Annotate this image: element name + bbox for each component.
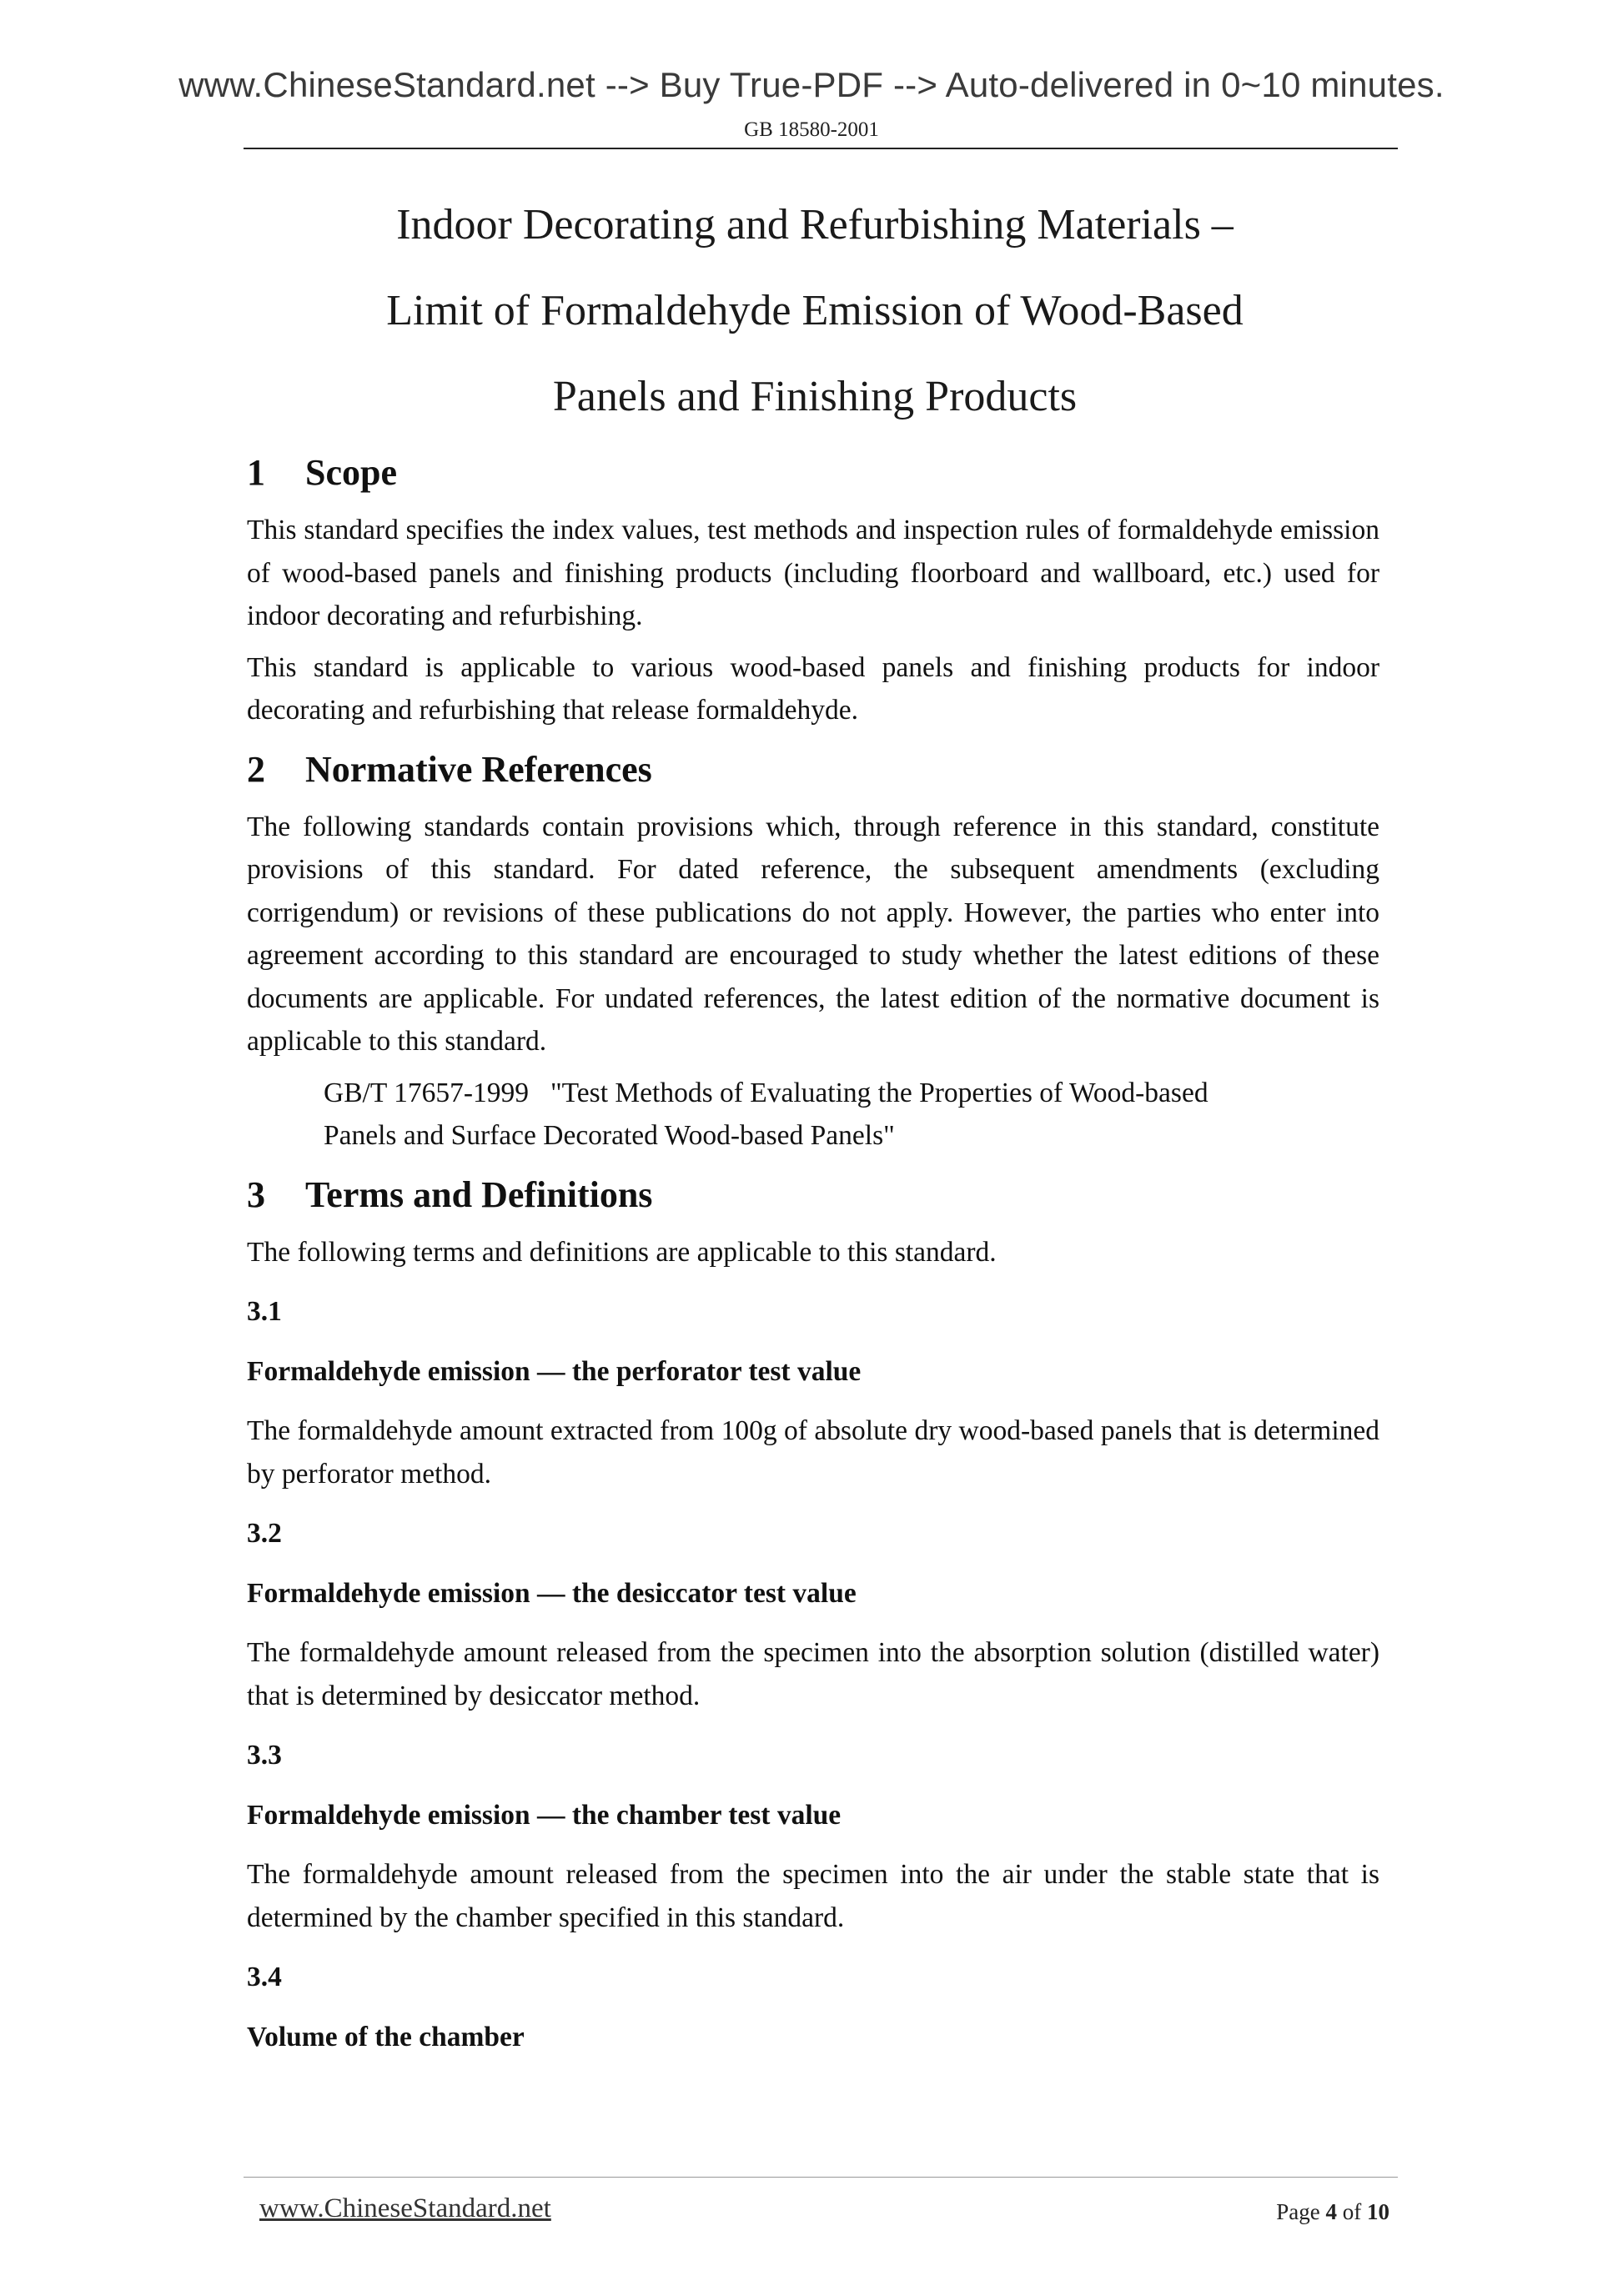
- page-label: Page: [1276, 2199, 1320, 2224]
- page-total: 10: [1367, 2199, 1389, 2224]
- scope-paragraph-2: This standard is applicable to various wood-based panels and finishing products for indoor decorating and refurbishing that release formaldehyde.: [247, 651, 1379, 726]
- term-title: Volume of the chamber: [247, 2021, 525, 2052]
- reference-title-line-2: Panels and Surface Decorated Wood-based Panels": [324, 1120, 895, 1151]
- section-number: 2: [247, 748, 265, 790]
- term-number: 3.1: [247, 1296, 282, 1327]
- title-line-3: Panels and Finishing Products: [552, 373, 1078, 420]
- standard-code: GB 18580-2001: [744, 118, 879, 141]
- page-of-label: of: [1342, 2199, 1362, 2224]
- site-banner[interactable]: www.ChineseStandard.net --> Buy True-PDF --> Auto-delivered in 0~10 minutes.: [178, 65, 1445, 104]
- term-definition: The formaldehyde amount released from the specimen into the air under the stable state that is determined by the chamber specified in this standard.: [247, 1859, 1379, 1933]
- header-divider: [244, 148, 1398, 149]
- footer-site-link[interactable]: www.ChineseStandard.net: [259, 2193, 551, 2223]
- reference-title-line-1: "Test Methods of Evaluating the Properties of Wood-based: [550, 1077, 1208, 1108]
- references-paragraph: The following standards contain provisions which, through reference in this standard, constitute provisions of this standard. For dated reference, the subsequent amendments (excluding corrigendum) or revisions of these publications do not apply. However, the parties who enter into agreement according to this standard are encouraged to study whether the latest editions of these documents are applicable. For undated references, the latest edition of the normative document is applicable to this standard.: [247, 811, 1379, 1057]
- term-number: 3.3: [247, 1740, 282, 1771]
- document-body: [247, 442, 1379, 2058]
- section-title: Scope: [305, 452, 397, 493]
- title-line-2: Limit of Formaldehyde Emission of Wood-Based: [386, 287, 1244, 334]
- footer-divider: [244, 2177, 1398, 2178]
- term-title: Formaldehyde emission — the desiccator test value: [247, 1577, 857, 1609]
- term-title: Formaldehyde emission — the perforator test value: [247, 1355, 862, 1387]
- term-definition: The formaldehyde amount extracted from 100g of absolute dry wood-based panels that is determined by perforator method.: [247, 1415, 1379, 1490]
- section-heading-scope: [247, 442, 1379, 504]
- section-title: Normative References: [305, 748, 652, 790]
- document-title: [244, 182, 1386, 440]
- title-line-1: Indoor Decorating and Refurbishing Materials –: [396, 201, 1234, 249]
- term-title: Formaldehyde emission — the chamber test value: [247, 1799, 842, 1831]
- page-current: 4: [1325, 2199, 1337, 2224]
- reference-entry: [324, 1072, 1379, 1158]
- terms-intro: The following terms and definitions are applicable to this standard.: [247, 1236, 997, 1268]
- section-heading-references: [247, 739, 1379, 801]
- term-number: 3.4: [247, 1962, 282, 1992]
- scope-paragraph-1: This standard specifies the index values, test methods and inspection rules of formaldehyde emission of wood-based panels and finishing products (including floorboard and wallboard, etc.) used for indoor decorating and refurbishing.: [247, 515, 1379, 631]
- section-number: 1: [247, 452, 265, 493]
- section-heading-terms: [247, 1164, 1379, 1226]
- reference-code: GB/T 17657-1999: [324, 1077, 529, 1108]
- term-number: 3.2: [247, 1518, 282, 1549]
- page-number: [1276, 2199, 1389, 2225]
- section-title: Terms and Definitions: [305, 1173, 653, 1215]
- section-number: 3: [247, 1173, 265, 1215]
- term-definition: The formaldehyde amount released from the specimen into the absorption solution (distilled water) that is determined by desiccator method.: [247, 1637, 1379, 1711]
